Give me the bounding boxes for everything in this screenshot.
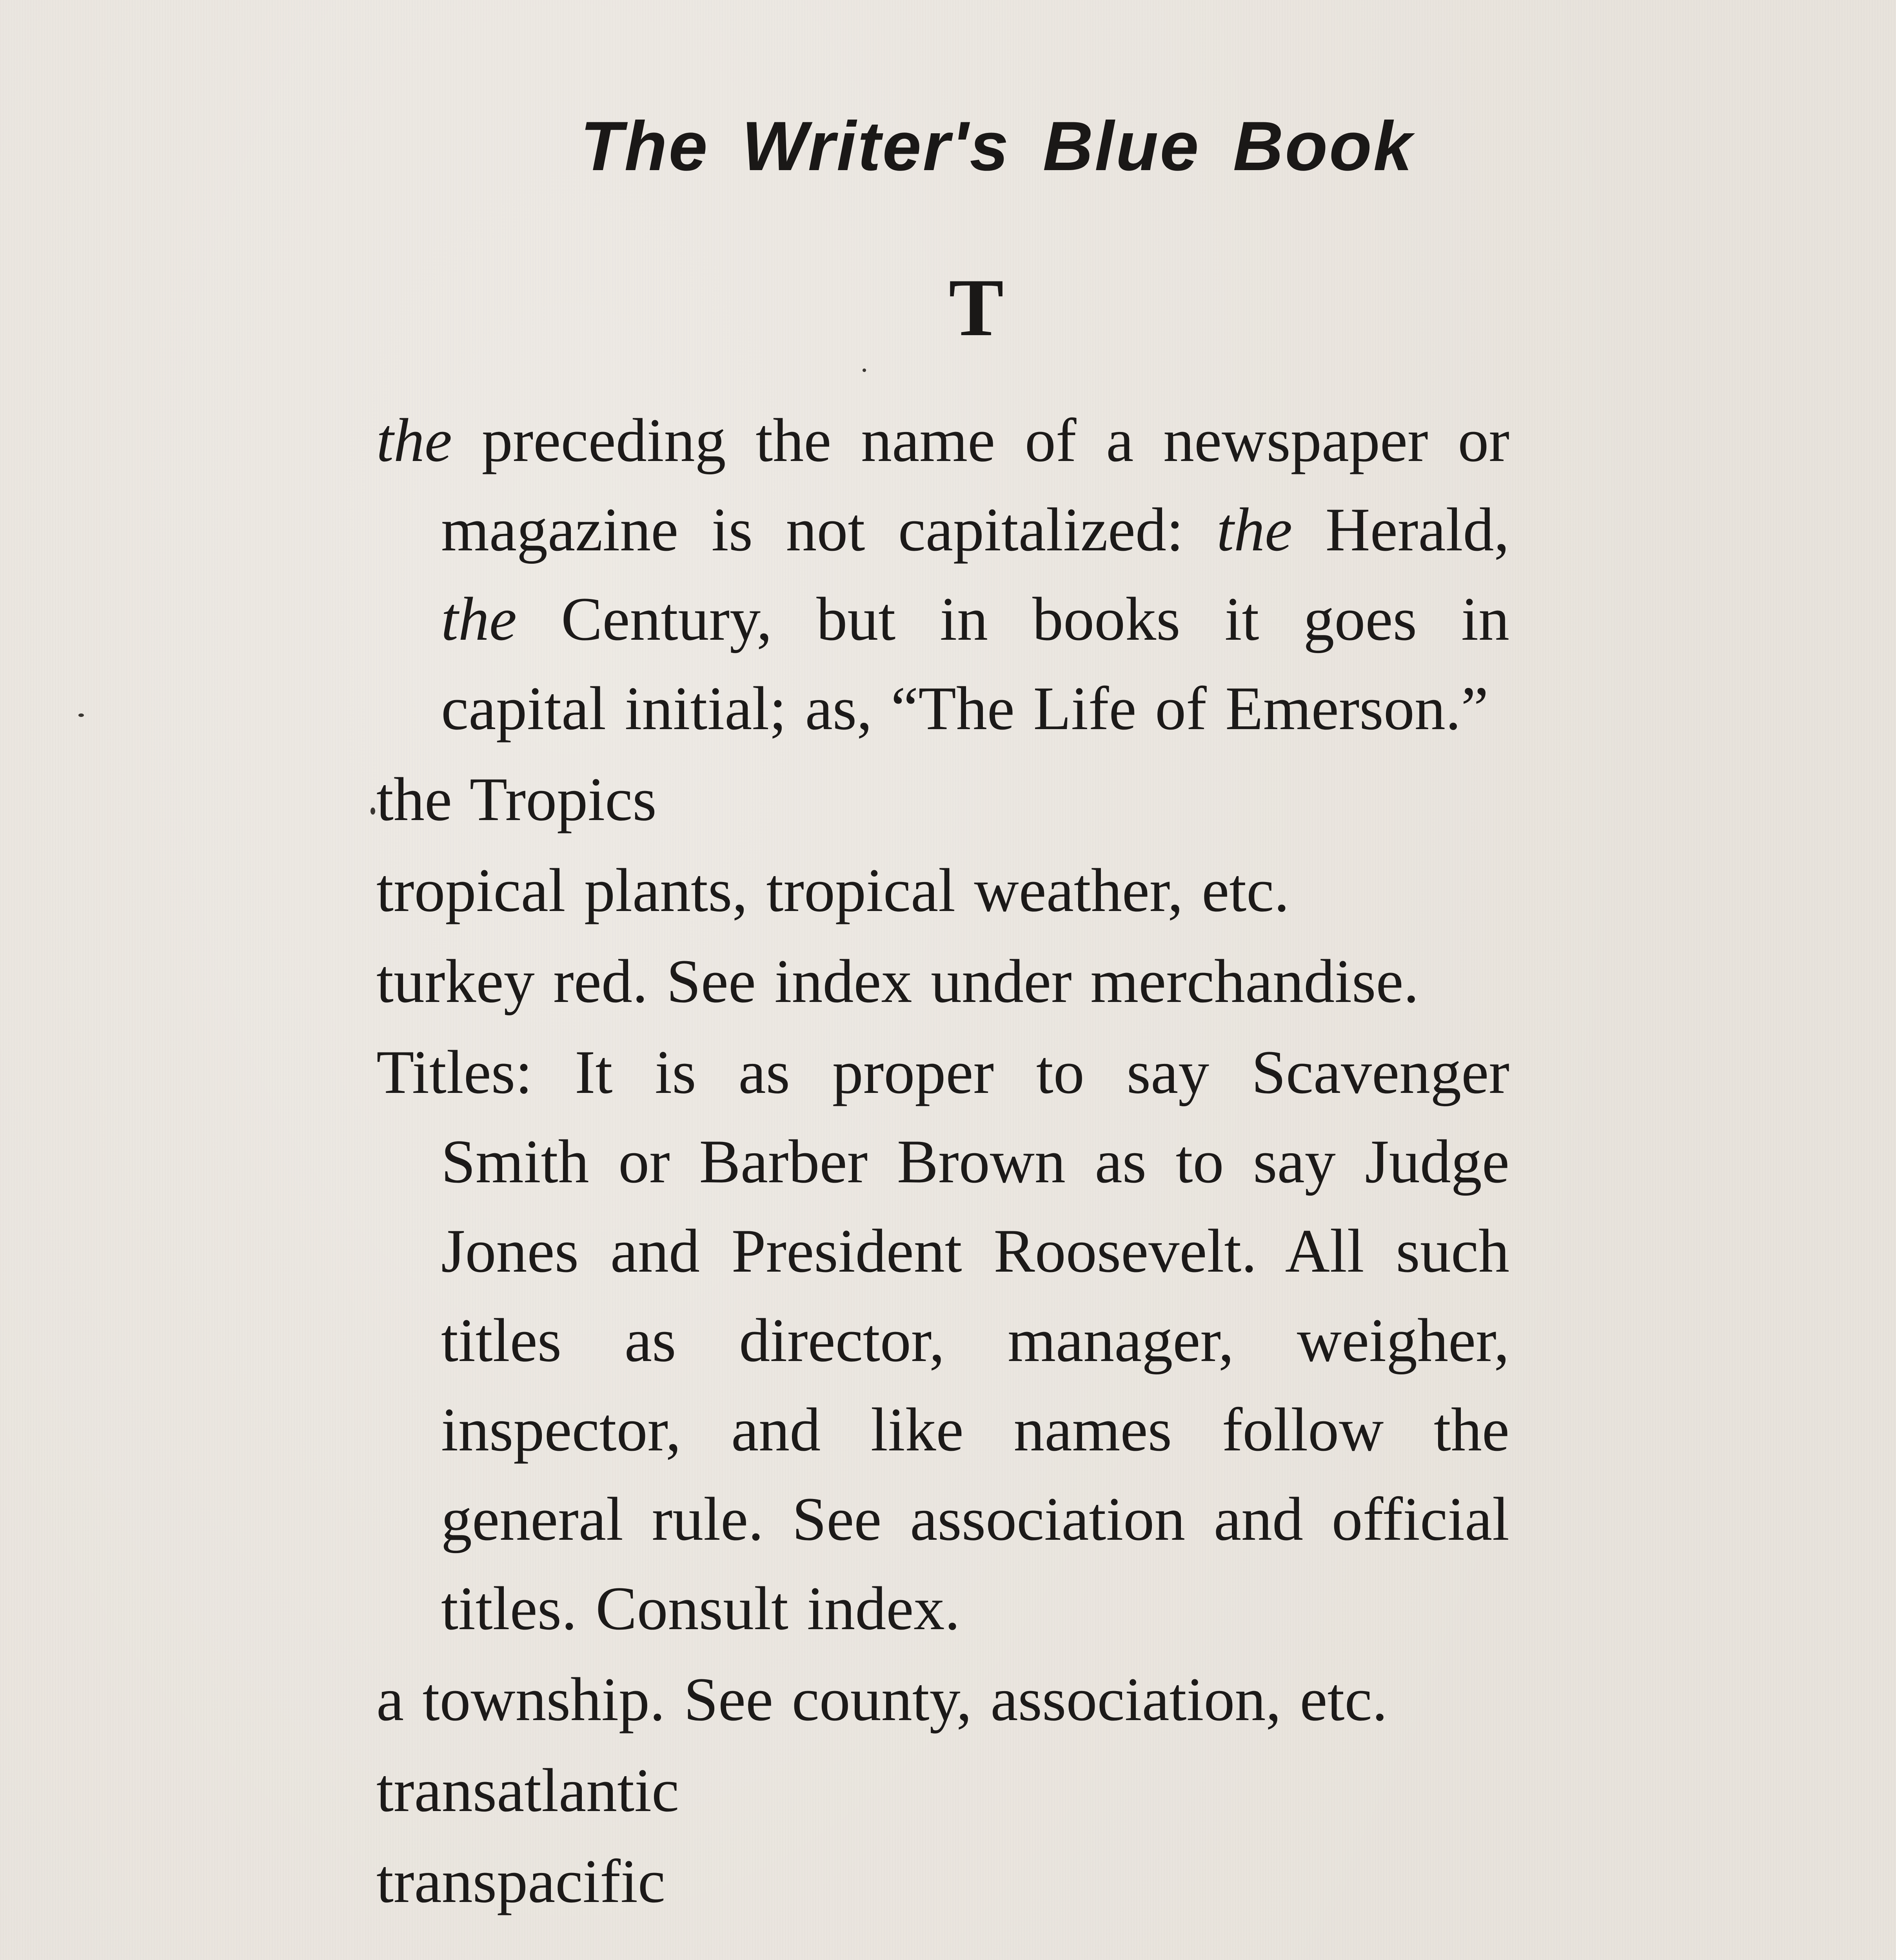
entry-the-text: preceding the name of a newspaper or magazine is not capitalized:: [441, 406, 1509, 564]
entries-t: [376, 396, 1509, 1928]
entry-the-example-2: Century, but in books it goes in capital initial; as, “The Life of Emerson.”: [441, 585, 1509, 743]
paper-speck: [863, 368, 866, 372]
entry-the: [376, 396, 1509, 753]
entry-transpacific: transpacific: [376, 1847, 665, 1916]
paper-speck: [78, 713, 84, 717]
entry-township: a township. See county, association, etc.: [376, 1665, 1388, 1734]
entry-the-example-1: Herald,: [1292, 495, 1509, 564]
entry-tropical: tropical plants, tropical weather, etc.: [376, 856, 1289, 925]
entry-the-tropics: the Tropics: [376, 765, 657, 834]
entry-the-headword: the: [376, 406, 452, 475]
entry-the-example-1-article: the: [1217, 495, 1293, 564]
entry-transatlantic: transatlantic: [376, 1756, 679, 1825]
paper-speck: [370, 808, 375, 815]
entry-the-example-2-article: the: [441, 585, 517, 653]
entry-turkey-red: turkey red. See index under merchandise.: [376, 947, 1419, 1016]
entry-titles: Titles: It is as proper to say Scavenger Smith or Barber Brown as to say Judge Jones and President Roosevelt. All such titles as director, manager, weigher, inspector, and like names follow the general rule. See association and official titles. Consult index.: [376, 1038, 1509, 1643]
running-head: The Writer's Blue Book: [580, 107, 1414, 185]
section-letter-t: T: [949, 262, 1004, 353]
